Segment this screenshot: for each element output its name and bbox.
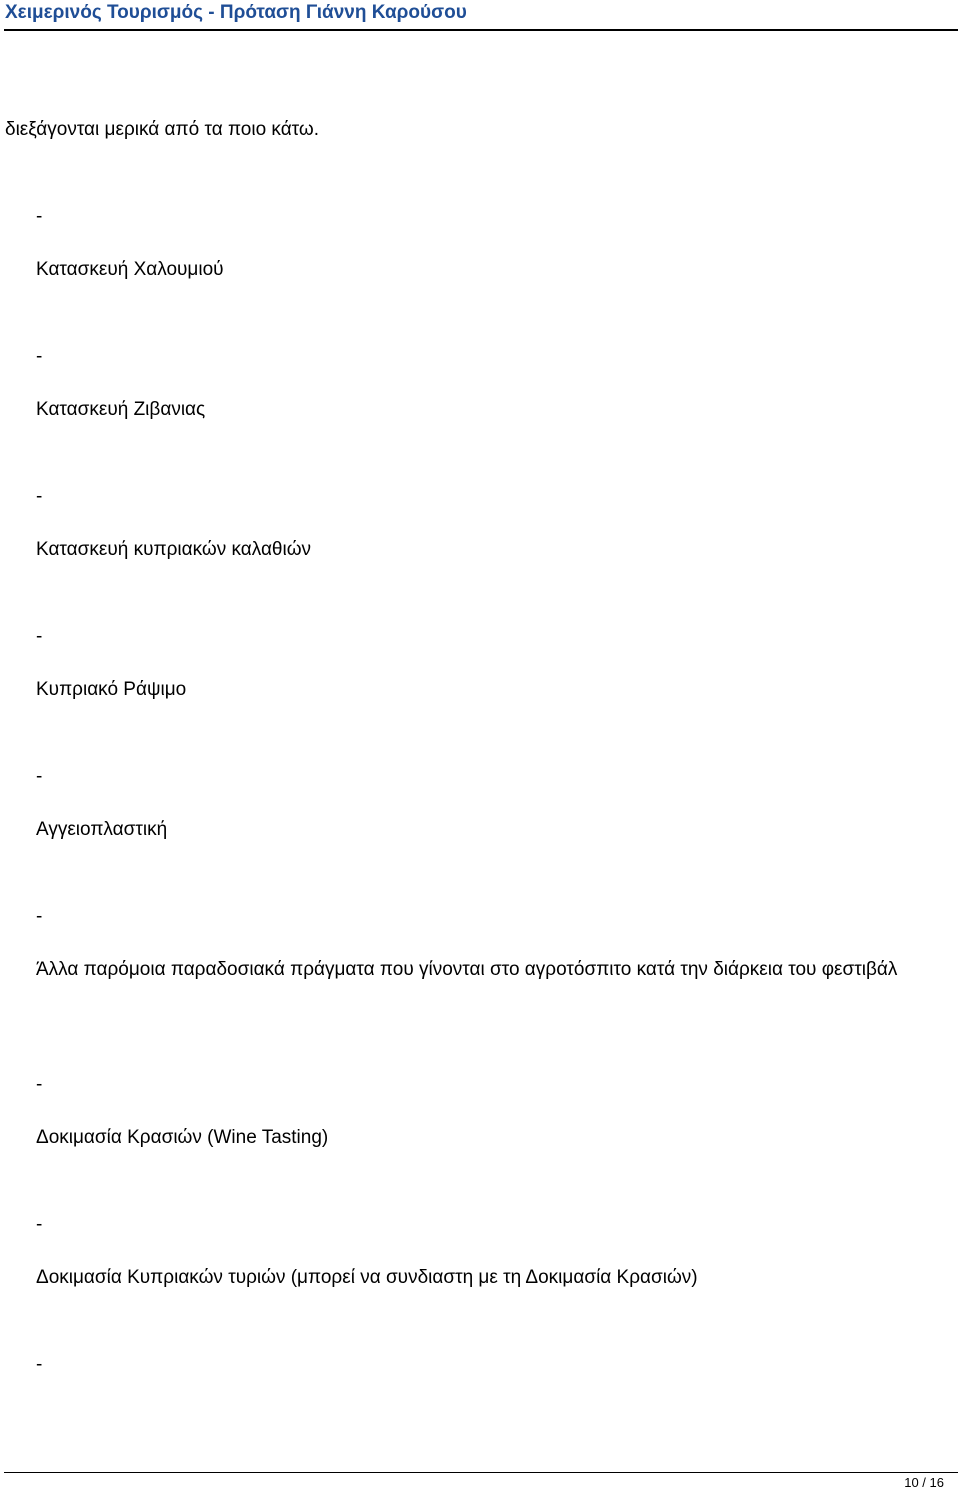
header-divider bbox=[4, 29, 958, 31]
list-item-cheese-tasting: Δοκιμασία Κυπριακών τυριών (μπορεί να συνδιαστη με τη Δοκιμασία Κρασιών) bbox=[36, 1267, 698, 1288]
page-number: 10 / 16 bbox=[904, 1475, 944, 1490]
list-dash: - bbox=[36, 626, 43, 647]
list-dash: - bbox=[36, 766, 43, 787]
list-dash: - bbox=[36, 1354, 43, 1375]
list-item-wine-tasting: Δοκιμασία Κρασιών (Wine Tasting) bbox=[36, 1127, 329, 1148]
list-dash: - bbox=[36, 1214, 43, 1235]
list-item-zivania: Κατασκευή Ζιβανιας bbox=[36, 399, 206, 420]
list-dash: - bbox=[36, 206, 43, 227]
footer-divider bbox=[4, 1472, 958, 1473]
list-item-other-traditions: Άλλα παρόμοια παραδοσιακά πράγματα που γίνονται στο αγροτόσπιτο κατά την διάρκεια του φεστιβάλ bbox=[36, 959, 898, 980]
list-item-pottery: Αγγειοπλαστική bbox=[36, 819, 168, 840]
list-dash: - bbox=[36, 346, 43, 367]
intro-paragraph: διεξάγονται μερικά από τα ποιο κάτω. bbox=[5, 119, 320, 140]
list-dash: - bbox=[36, 486, 43, 507]
list-dash: - bbox=[36, 906, 43, 927]
list-item-halloumi: Κατασκευή Χαλουμιού bbox=[36, 259, 224, 280]
list-item-sewing: Κυπριακό Ράψιμο bbox=[36, 679, 187, 700]
list-dash: - bbox=[36, 1074, 43, 1095]
list-item-baskets: Κατασκευή κυπριακών καλαθιών bbox=[36, 539, 312, 560]
document-header-title: Χειμερινός Τουρισμός - Πρόταση Γιάννη Καρούσου bbox=[5, 2, 467, 23]
